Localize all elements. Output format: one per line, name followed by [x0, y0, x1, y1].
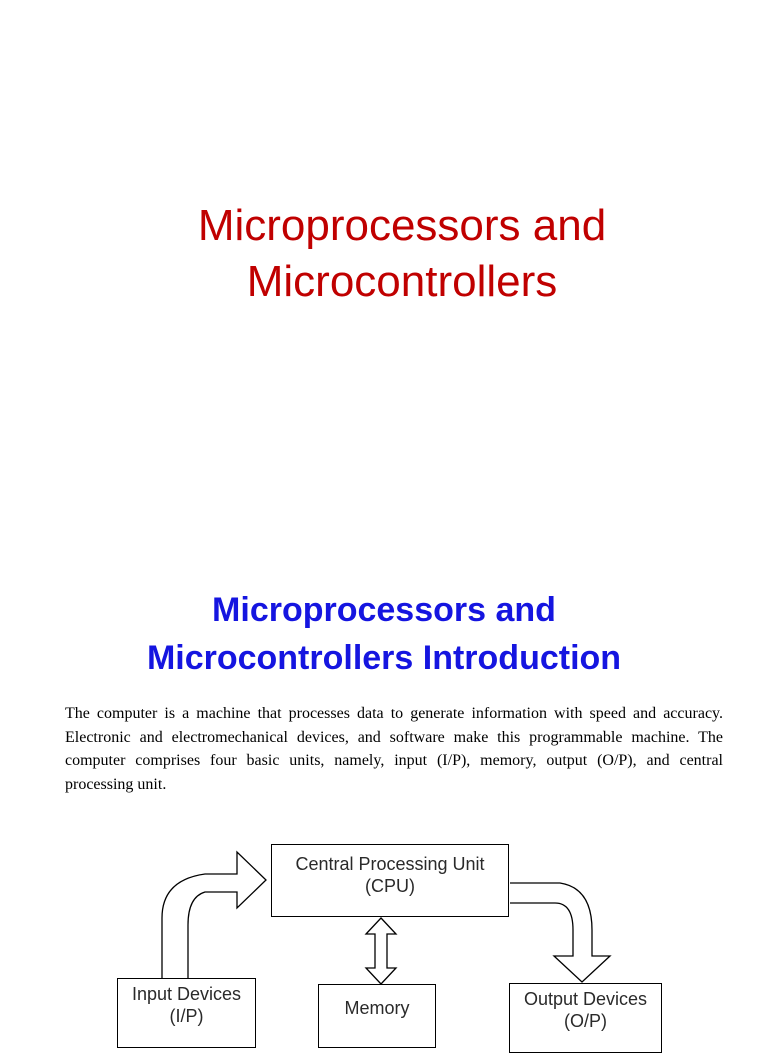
memory-label: Memory: [344, 998, 410, 1018]
input-devices-box: [117, 978, 256, 1048]
slide-title: [0, 198, 768, 310]
output-devices-abbrev: (O/P): [564, 1011, 607, 1031]
input-devices-label: Input Devices: [131, 984, 242, 1004]
section-title-line-2: Microcontrollers Introduction: [146, 639, 622, 677]
input-to-cpu-arrow: [162, 852, 266, 978]
cpu-box: [271, 844, 509, 917]
cpu-label: Central Processing Unit: [295, 854, 485, 874]
memory-box: [318, 984, 436, 1048]
output-devices-label: Output Devices: [523, 989, 648, 1009]
cpu-to-output-arrow: [510, 883, 610, 982]
computer-block-diagram: [0, 830, 768, 1031]
input-devices-abbrev: (I/P): [169, 1006, 204, 1026]
output-devices-box: [509, 983, 662, 1053]
intro-paragraph: The computer is a machine that processes data to generate information with speed and accuracy. Electronic and electromechanical devices, and software make this programmable machine. The computer comprises four basic units, namely, input (I/P), memory, output (O/P), and central processing unit.: [65, 705, 723, 793]
slide-title-line-2: Microcontrollers: [246, 257, 558, 306]
slide-title-line-1: Microprocessors and: [197, 201, 607, 250]
cpu-abbrev: (CPU): [365, 876, 415, 896]
section-title: [0, 586, 768, 682]
section-title-line-1: Microprocessors and: [212, 591, 556, 629]
cpu-memory-arrow: [366, 918, 396, 984]
